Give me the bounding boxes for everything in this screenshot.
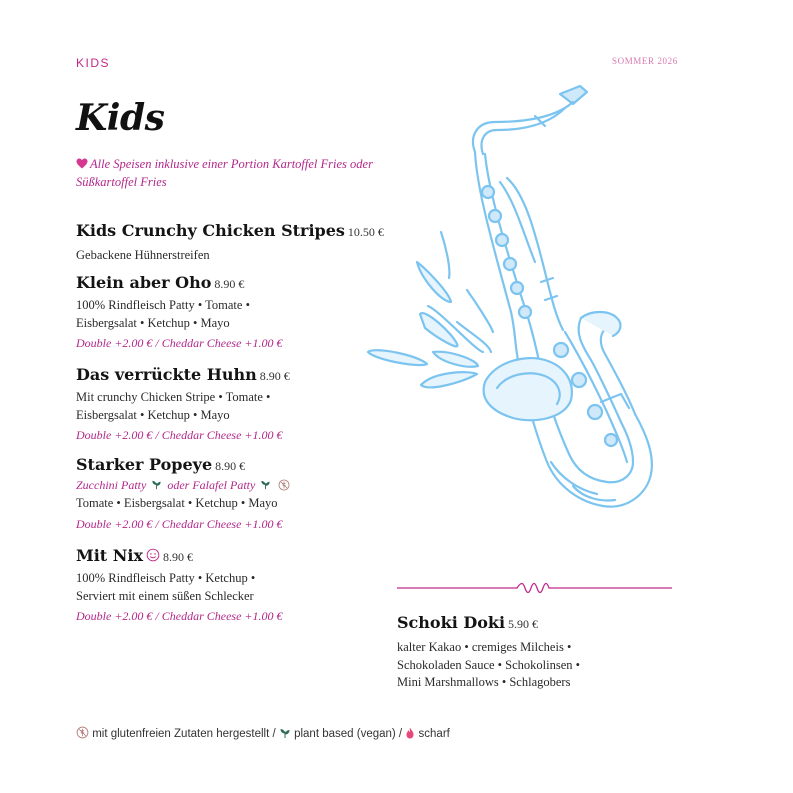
leaf-icon [279,727,291,739]
item-name: Mit Nix [76,546,143,565]
intro-note [76,155,376,191]
section-label: KIDS [76,56,111,70]
menu-item [76,455,376,532]
item-extras: Double +2.00 € / Cheddar Cheese +1.00 € [76,428,283,442]
item-extras: Double +2.00 € / Cheddar Cheese +1.00 € [76,336,283,350]
legend [76,726,450,740]
menu-item [76,273,376,351]
item-price: 8.90 € [259,369,290,383]
item-extras: Double +2.00 € / Cheddar Cheese +1.00 € [76,609,283,623]
intro-text: Alle Speisen inklusive einer Portion Kartoffel Fries oder Süßkartoffel Fries [76,157,373,189]
menu-item [76,365,376,443]
page-title: Kids [76,97,165,139]
item-desc-line: Gebackene Hühnerstreifen [76,248,210,262]
item-price: 8.90 € [214,277,245,291]
season-label: SOMMER 2026 [612,56,678,66]
item-name: Kids Crunchy Chicken Stripes [76,221,345,240]
legend-vegan: plant based (vegan) / [294,728,403,740]
gluten-free-icon [76,726,89,739]
item-desc-line: Mit crunchy Chicken Stripe • Tomate • [76,390,271,404]
heart-icon [76,158,88,169]
item-desc-line: 100% Rindfleisch Patty • Ketchup • [76,571,256,585]
smiley-icon [146,548,160,562]
item-price: 5.90 € [508,617,539,631]
item-extras: Double +2.00 € / Cheddar Cheese +1.00 € [76,516,283,531]
item-name: Das verrückte Huhn [76,365,257,384]
flame-icon [405,727,415,739]
item-desc-line: kalter Kakao • cremiges Milcheis • [397,640,572,654]
legend-gluten-free: mit glutenfreien Zutaten hergestellt / [92,728,276,740]
menu-item [76,546,376,624]
item-desc-line: Serviert mit einem süßen Schlecker [76,588,254,603]
variant-zucchini: Zucchini Patty [76,478,147,492]
item-desc-line: Tomate • Eisbergsalat • Ketchup • Mayo [76,496,278,510]
item-desc-line: Schokoladen Sauce • Schokolinsen • [397,657,581,672]
dessert-item [397,613,677,692]
item-name: Klein aber Oho [76,273,212,292]
item-price: 8.90 € [215,459,246,473]
item-price: 8.90 € [163,550,193,564]
item-name: Schoki Doki [397,613,506,632]
item-variants [76,478,376,493]
section-divider [397,580,672,596]
item-name: Starker Popeye [76,455,213,474]
item-desc-line: Eisbergsalat • Ketchup • Mayo [76,315,230,330]
gluten-free-icon [278,479,290,491]
legend-spicy: scharf [418,728,450,740]
item-desc-line: 100% Rindfleisch Patty • Tomate • [76,298,250,312]
menu-item [76,221,384,265]
saxophone-illustration [365,82,665,542]
variant-falafel: oder Falafel Patty [167,478,256,492]
item-desc-line: Mini Marshmallows • Schlagobers [397,675,571,689]
item-desc-line: Eisbergsalat • Ketchup • Mayo [76,407,230,422]
leaf-icon [151,479,162,490]
leaf-icon [260,479,271,490]
item-price: 10.50 € [347,225,384,239]
